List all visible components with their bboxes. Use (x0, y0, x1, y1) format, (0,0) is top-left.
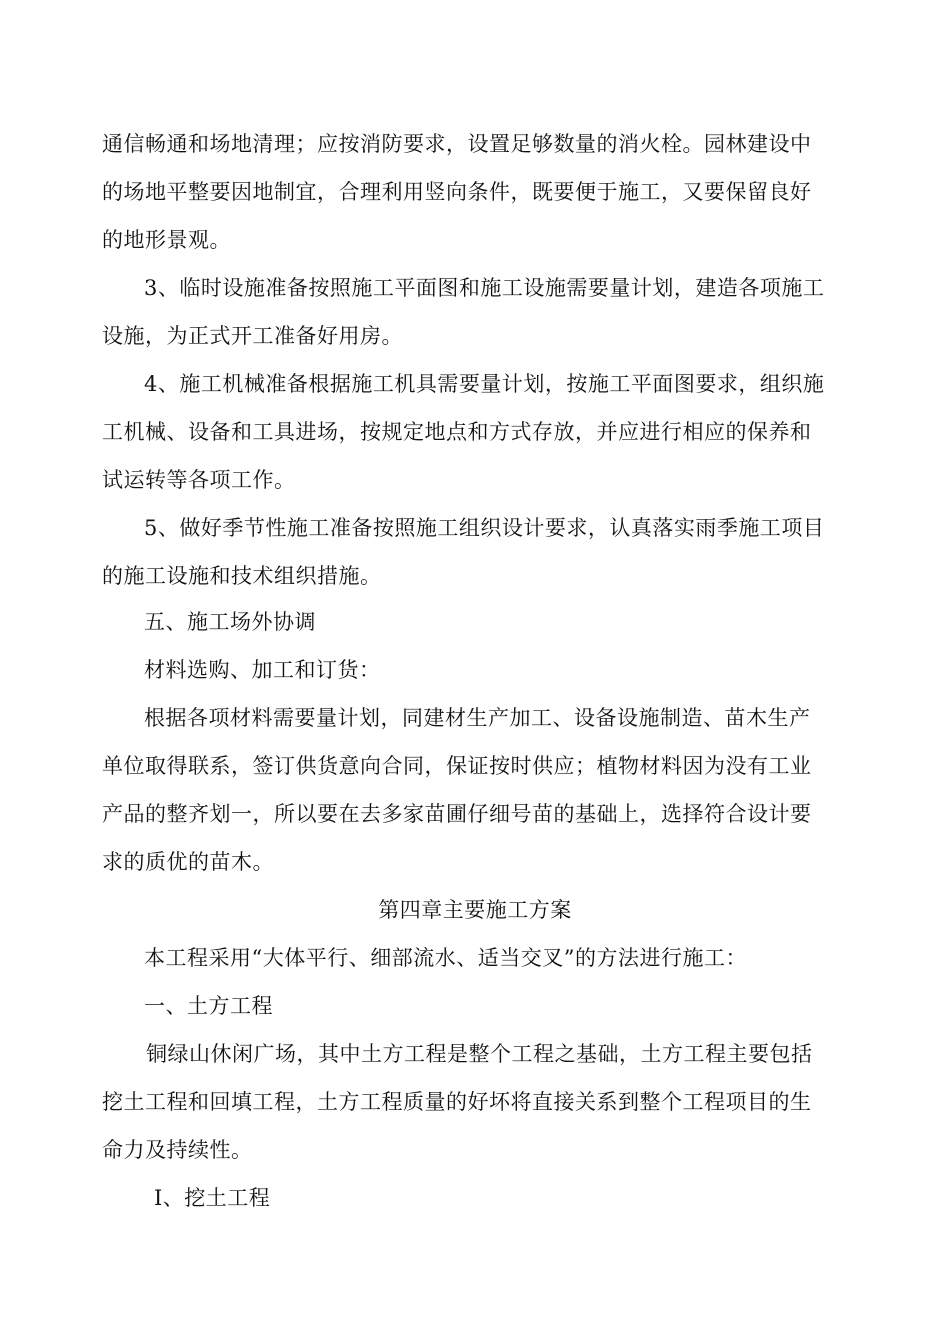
paragraph-line: 单位取得联系，签订供货意向合同，保证按时供应；植物材料因为没有工业 (102, 754, 812, 778)
paragraph-line: 根据各项材料需要量计划，同建材生产加工、设备设施制造、苗木生产 (144, 706, 811, 730)
paragraph-site-clearing (102, 120, 862, 264)
paragraph-line: 产品的整齐划一，所以要在去多家苗圃仔细号苗的基础上，选择符合设计要 (102, 802, 812, 826)
section-heading-text: 五、施工场外协调 (144, 610, 316, 634)
paragraph-seasonal-prep (102, 504, 862, 600)
paragraph-line: 铜绿山休闲广场，其中土方工程是整个工程之基础，土方工程主要包括 (146, 1042, 813, 1066)
paragraph-line: 求的质优的苗木。 (102, 850, 274, 874)
paragraph-line: 5、做好季节性施工准备按照施工组织设计要求，认真落实雨季施工项目 (144, 516, 825, 540)
section-heading-text: 一、土方工程 (144, 994, 273, 1018)
paragraph-temporary-facilities (102, 264, 862, 360)
paragraph-construction-method (102, 934, 862, 982)
paragraph-line: 的场地平整要因地制宜，合理利用竖向条件，既要便于施工，又要保留良好 (102, 180, 812, 204)
paragraph-earthwork-intro (102, 1030, 862, 1174)
paragraph-line: 本工程采用“大体平行、细部流水、适当交叉”的方法进行施工： (144, 946, 747, 970)
section-heading-external-coordination (102, 598, 862, 646)
paragraph-line: 挖土工程和回填工程，土方工程质量的好坏将直接关系到整个工程项目的生 (102, 1090, 812, 1114)
paragraph-line: 工机械、设备和工具进场，按规定地点和方式存放，并应进行相应的保养和 (102, 420, 812, 444)
paragraph-line: 的地形景观。 (102, 228, 231, 252)
subheading-material-procurement (102, 646, 862, 694)
paragraph-line: 设施，为正式开工准备好用房。 (102, 324, 403, 348)
paragraph-line: 试运转等各项工作。 (102, 468, 296, 492)
paragraph-line: 通信畅通和场地清理；应按消防要求，设置足够数量的消火栓。园林建设中 (102, 132, 812, 156)
chapter-title: 第四章主要施工方案 (378, 898, 572, 922)
paragraph-line: 的施工设施和技术组织措施。 (102, 564, 382, 588)
paragraph-line: 命力及持续性。 (102, 1138, 253, 1162)
paragraph-line: 3、临时设施准备按照施工平面图和施工设施需要量计划，建造各项施工 (144, 276, 825, 300)
paragraph-line: 4、施工机械准备根据施工机具需要量计划，按施工平面图要求，组织施 (144, 372, 825, 396)
paragraph-machinery-prep (102, 360, 862, 504)
subsection-heading-excavation (102, 1174, 862, 1222)
paragraph-material-procurement (102, 694, 862, 886)
section-heading-earthwork (102, 982, 862, 1030)
subheading-text: 材料选购、加工和订货： (144, 658, 381, 682)
subsection-heading-text: Ⅰ、挖土工程 (154, 1186, 271, 1210)
